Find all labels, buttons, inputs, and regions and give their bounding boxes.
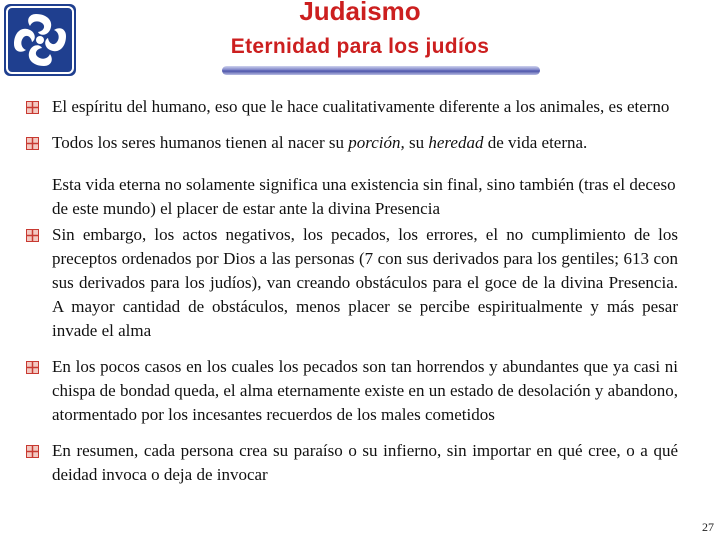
page-number: 27 <box>702 520 714 534</box>
bullet-text-emphasis: porción, <box>348 133 405 152</box>
bullet-item <box>22 439 678 487</box>
page-subtitle: Eternidad para los judíos <box>230 35 490 58</box>
bullet-icon <box>26 445 39 458</box>
bullet-icon <box>26 101 39 114</box>
bullet-text: En resumen, cada persona crea su paraíso o su infierno, sin importar en qué cree, o a qué deidad invoca o deja de invocar <box>52 441 678 484</box>
bullet-icon <box>26 137 39 150</box>
bullet-text-emphasis: heredad <box>428 133 484 152</box>
bullet-item <box>22 223 678 343</box>
bullet-item <box>22 131 678 155</box>
title-underline <box>222 66 540 75</box>
page-title: Judaismo <box>299 0 421 26</box>
bullet-icon <box>26 361 39 374</box>
bullet-item <box>22 95 678 119</box>
bullet-text: El espíritu del humano, eso que le hace cualitativamente diferente a los animales, es eterno <box>52 97 670 116</box>
bullet-icon <box>26 229 39 242</box>
slide-content <box>22 95 678 487</box>
bullet-text-middle: su <box>404 133 429 152</box>
continuation-paragraph: Esta vida eterna no solamente significa una existencia sin final, sino también (tras el deceso de este mundo) el placer de estar ante la divina Presencia <box>52 175 676 218</box>
bullet-item <box>22 355 678 427</box>
bullet-text: Sin embargo, los actos negativos, los pecados, los errores, el no cumplimiento de los preceptos ordenados por Dios a las personas (7 con sus derivados para los gentiles; 613 con sus derivados para los judíos), van creando obstáculos para el goce de la divina Presencia. A mayor cantidad de obstáculos, menos placer se percibe espiritualmente y más pesar invade el alma <box>52 225 678 340</box>
bullet-text-end: de vida eterna. <box>483 133 588 152</box>
bullet-text-start: Todos los seres humanos tienen al nacer su <box>52 133 349 152</box>
bullet-text: En los pocos casos en los cuales los pecados son tan horrendos y abundantes que ya casi ni chispa de bondad queda, el alma eternamente existe en un estado de desolación y abandono, atormentado por los incesantes recuerdos de los males cometidos <box>52 357 678 424</box>
